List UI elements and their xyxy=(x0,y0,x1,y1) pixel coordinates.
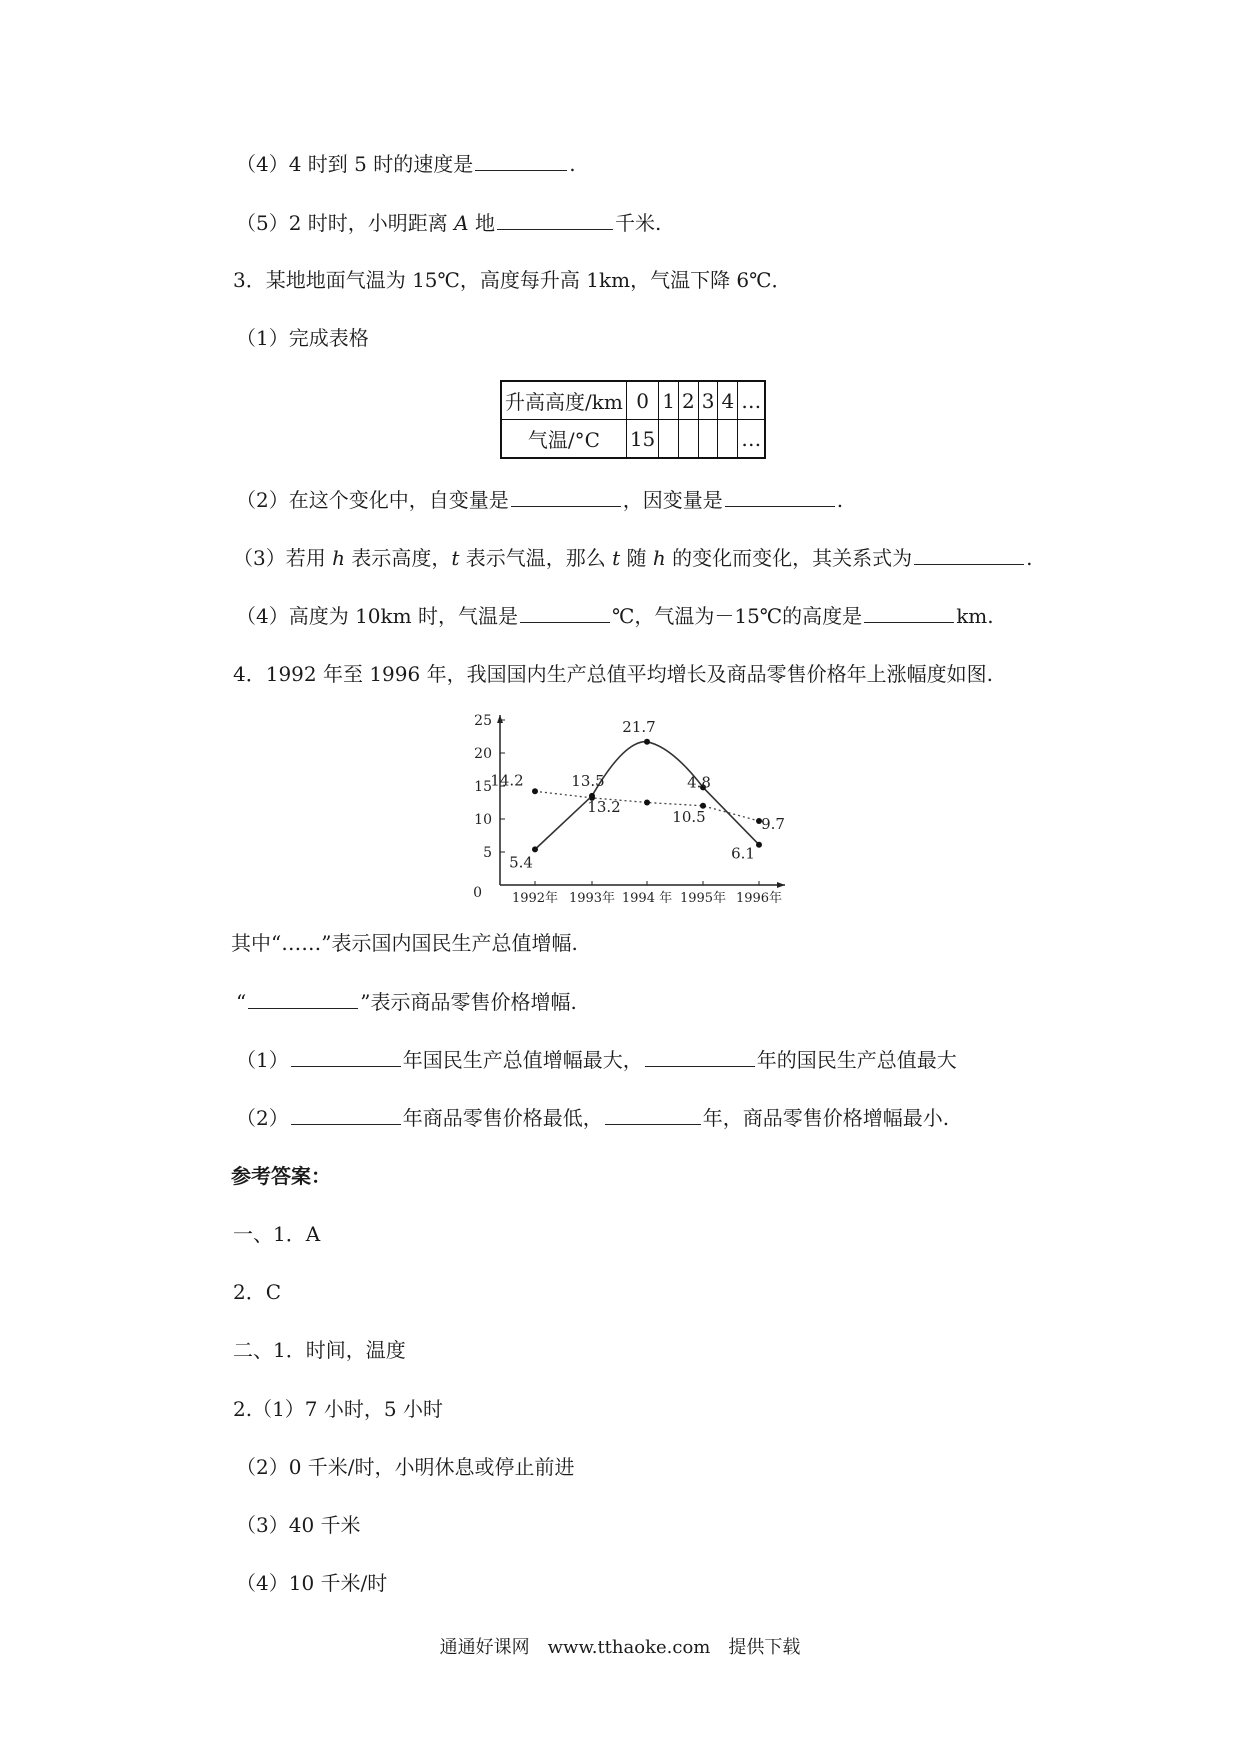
footer: 通通好课网 www.tthaoke.com 提供下载 xyxy=(439,1637,801,1658)
answers-title: 参考答案： xyxy=(231,1164,331,1188)
x-axis-arrow xyxy=(777,882,785,888)
table-cell-empty[interactable] xyxy=(679,420,699,459)
y-tick-label: 10 xyxy=(474,812,492,828)
q3-item4: （4）高度为 10km 时，气温是 ℃，气温为－15℃的高度是 km. xyxy=(236,604,994,628)
table-row1-header: 升高高度/km xyxy=(501,381,626,420)
y-tick-label: 25 xyxy=(474,713,492,729)
table-cell-empty[interactable] xyxy=(659,420,679,459)
data-label: 5.4 xyxy=(509,853,533,872)
table-cell: 0 xyxy=(626,381,658,420)
answer-line: 一、1．A xyxy=(233,1222,321,1246)
answer-blank[interactable] xyxy=(725,486,835,507)
answer-blank[interactable] xyxy=(475,150,567,171)
answer-line: （2）0 千米/时，小明休息或停止前进 xyxy=(236,1455,575,1479)
answer-blank[interactable] xyxy=(520,602,610,623)
q3-stem: 3．某地地面气温为 15℃，高度每升高 1km，气温下降 6℃． xyxy=(233,268,792,292)
q3-item3: （3）若用 h 表示高度，t 表示气温，那么 t 随 h 的变化而变化，其关系式为 . xyxy=(233,546,1033,570)
growth-line-chart xyxy=(455,705,795,905)
series-line-solid xyxy=(535,742,759,850)
q3-item2: （2）在这个变化中，自变量是 ，因变量是 . xyxy=(236,488,844,512)
x-tick-label: 1994 年 xyxy=(621,891,673,905)
data-label: 13.2 xyxy=(587,797,621,816)
table-cell: 4 xyxy=(718,381,738,420)
answer-blank[interactable] xyxy=(914,544,1024,565)
q4-stem: 4．1992 年至 1996 年，我国国内生产总值平均增长及商品零售价格年上涨幅度如图. xyxy=(233,662,993,686)
answer-line: 2．C xyxy=(233,1280,282,1304)
data-label: 6.1 xyxy=(731,844,755,863)
answer-blank[interactable] xyxy=(511,486,621,507)
table-row2-header: 气温/°C xyxy=(501,420,626,459)
x-tick-label: 1993年 xyxy=(568,891,616,905)
data-point xyxy=(644,739,650,745)
data-point xyxy=(532,846,538,852)
answer-blank[interactable] xyxy=(605,1104,701,1125)
y-tick-label: 20 xyxy=(474,746,492,762)
q4-item1: （1） 年国民生产总值增幅最大， 年的国民生产总值最大 xyxy=(236,1048,957,1072)
answer-line: 二、1．时间，温度 xyxy=(233,1338,406,1362)
q2-item5: （5）2 时时，小明距离 A 地 千米. xyxy=(236,211,662,235)
answer-blank[interactable] xyxy=(864,602,954,623)
table-cell-empty[interactable] xyxy=(698,420,718,459)
y-axis-arrow xyxy=(497,715,503,723)
data-label: 21.7 xyxy=(622,717,656,736)
series-line-dotted xyxy=(535,791,759,821)
answer-blank[interactable] xyxy=(291,1046,401,1067)
table-cell: 1 xyxy=(659,381,679,420)
y-tick-label: 0 xyxy=(473,885,482,901)
table-cell: … xyxy=(738,381,766,420)
y-tick-label: 5 xyxy=(483,845,492,861)
answer-line: 2.（1）7 小时，5 小时 xyxy=(233,1397,443,1421)
answer-blank[interactable] xyxy=(645,1046,755,1067)
data-label: 9.7 xyxy=(761,814,785,833)
data-label: 4.8 xyxy=(687,773,711,792)
answer-blank[interactable] xyxy=(497,209,613,230)
data-label: 13.5 xyxy=(571,771,605,790)
data-label: 14.2 xyxy=(490,771,524,790)
table-cell: 3 xyxy=(698,381,718,420)
x-tick-label: 1996年 xyxy=(735,891,783,905)
x-tick-label: 1995年 xyxy=(679,891,727,905)
q4-note2: “ ”表示商品零售价格增幅. xyxy=(236,990,577,1014)
temperature-table xyxy=(500,380,766,459)
q4-item2: （2） 年商品零售价格最低， 年，商品零售价格增幅最小. xyxy=(236,1106,950,1130)
data-point xyxy=(756,842,762,848)
data-point xyxy=(644,800,650,806)
answer-line: （3）40 千米 xyxy=(236,1513,361,1537)
data-point xyxy=(532,788,538,794)
table-cell: 2 xyxy=(679,381,699,420)
q4-note1: 其中“……”表示国内国民生产总值增幅. xyxy=(231,931,578,955)
table-cell-empty[interactable] xyxy=(718,420,738,459)
table-cell: … xyxy=(738,420,766,459)
answer-blank[interactable] xyxy=(291,1104,401,1125)
q2-item4: （4）4 时到 5 时的速度是 . xyxy=(236,152,576,176)
q3-item1: （1）完成表格 xyxy=(236,326,369,350)
x-tick-label: 1992年 xyxy=(511,891,559,905)
y-tick-label: 15 xyxy=(474,779,492,795)
table-cell: 15 xyxy=(626,420,658,459)
answer-line: （4）10 千米/时 xyxy=(236,1571,388,1595)
data-label: 10.5 xyxy=(672,807,706,826)
solid-line-sample xyxy=(248,988,358,1009)
